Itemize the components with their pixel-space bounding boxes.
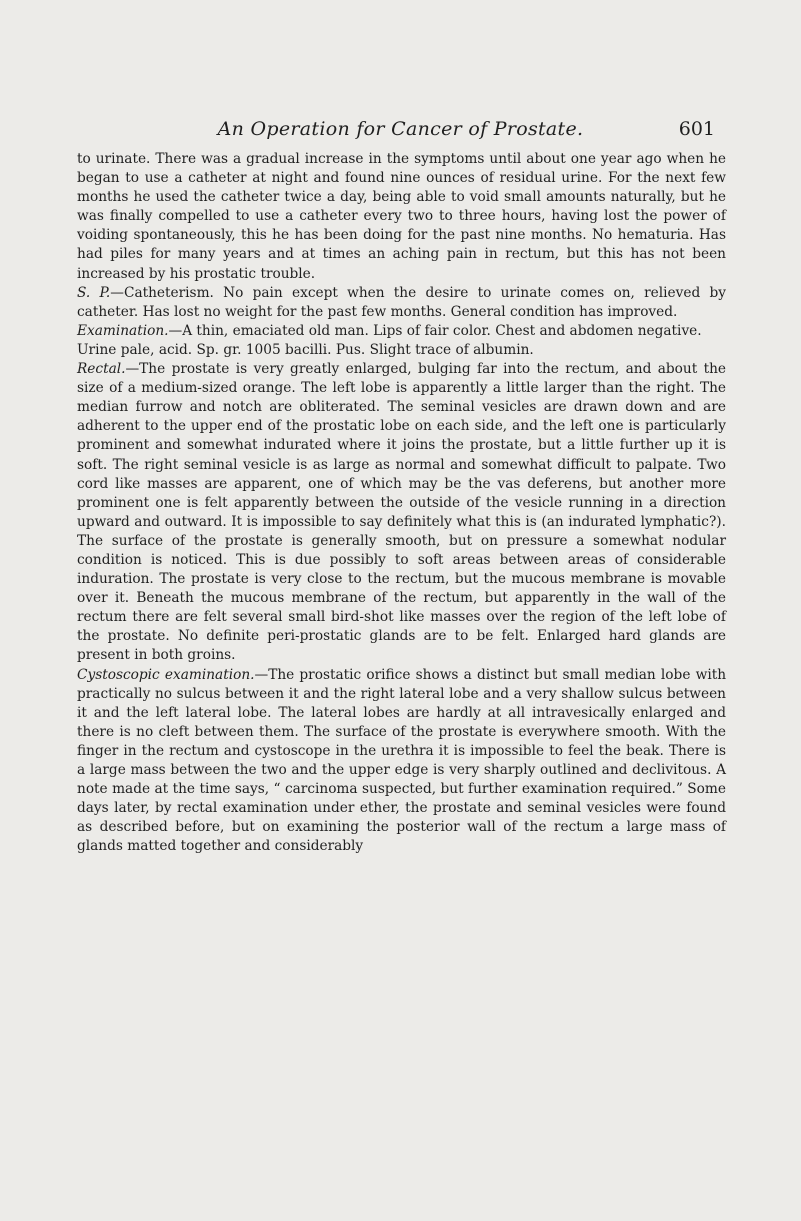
paragraph-lead: Examination. [77, 322, 169, 339]
paragraph [77, 341, 726, 360]
paragraph [77, 150, 726, 284]
paragraph-text: Urine pale, acid. Sp. gr. 1005 bacilli. Pus. Slight trace of albumin. [77, 341, 534, 358]
paragraph-lead: S. P. [77, 284, 111, 301]
paragraph [77, 666, 726, 857]
paragraph [77, 284, 726, 322]
paragraph [77, 322, 726, 341]
page-header [0, 118, 801, 144]
paragraph-text: —A thin, emaciated old man. Lips of fair color. Chest and abdomen negative. [168, 322, 702, 339]
paragraph [77, 360, 726, 666]
paragraph-text: to urinate. There was a gradual increase in the symptoms until about one year ago when he began to use a catheter at night and found nine ounces of residual urine. For the next few months he used the catheter twice a day, being able to void small amounts naturally, but he was finally compelled to use a catheter every two to three hours, having lost the power of voiding spontaneously, this he has been doing for the past nine months. No hematuria. Has had piles for many years and at times an aching pain in rectum, but this has not been increased by his prostatic trouble. [77, 151, 726, 282]
running-title: An Operation for Cancer of Prostate. [217, 118, 584, 140]
paragraph-lead: Rectal. [77, 361, 126, 378]
body-text [77, 150, 726, 856]
paragraph-text: —The prostate is very greatly enlarged, bulging far into the rectum, and about the size of a medium-sized orange. The left lobe is apparently a little larger than the right. The median furrow and notch are obliterated. The seminal vesicles are drawn down and are adherent to the upper end of the prostatic lobe on each side, and the left one is particularly prominent and somewhat indurated where it joins the prostate, but a little further up it is soft. The right seminal vesicle is as large as normal and somewhat difficult to palpate. Two cord like masses are apparent, one of which may be the vas deferens, but another more prominent one is felt apparently between the outside of the vesicle running in a direction upward and outward. It is impossible to say definitely what this is (an indurated lymphatic?). The surface of the prostate is generally smooth, but on pressure a somewhat nodular condition is noticed. This is due possibly to soft areas between areas of considerable induration. The prostate is very close to the rectum, but the mucous membrane is movable over it. Beneath the mucous membrane of the rectum, but apparently in the wall of the rectum there are felt several small bird-shot like masses over the region of the left lobe of the prostate. No definite peri-prostatic glands are to be felt. Enlarged hard glands are present in both groins. [77, 361, 726, 664]
paragraph-lead: Cystoscopic examination. [77, 666, 255, 683]
paragraph-text: —Catheterism. No pain except when the desire to urinate comes on, relieved by catheter. Has lost no weight for the past few months. General condition has improved. [77, 284, 726, 320]
page-number: 601 [678, 118, 715, 140]
paragraph-text: —The prostatic orifice shows a distinct but small median lobe with practically no sulcus between it and the right lateral lobe and a very shallow sulcus between it and the left lateral lobe. The lateral lobes are hardly at all intravesically enlarged and there is no cleft between them. The surface of the prostate is everywhere smooth. With the finger in the rectum and cystoscope in the urethra it is impossible to feel the beak. There is a large mass between the two and the upper edge is very sharply outlined and declivitous. A note made at the time says, “ carcinoma suspected, but further examination required.” Some days later, by rectal examination under ether, the prostate and seminal vesicles were found as described before, but on examining the posterior wall of the rectum a large mass of glands matted together and considerably [77, 666, 727, 855]
